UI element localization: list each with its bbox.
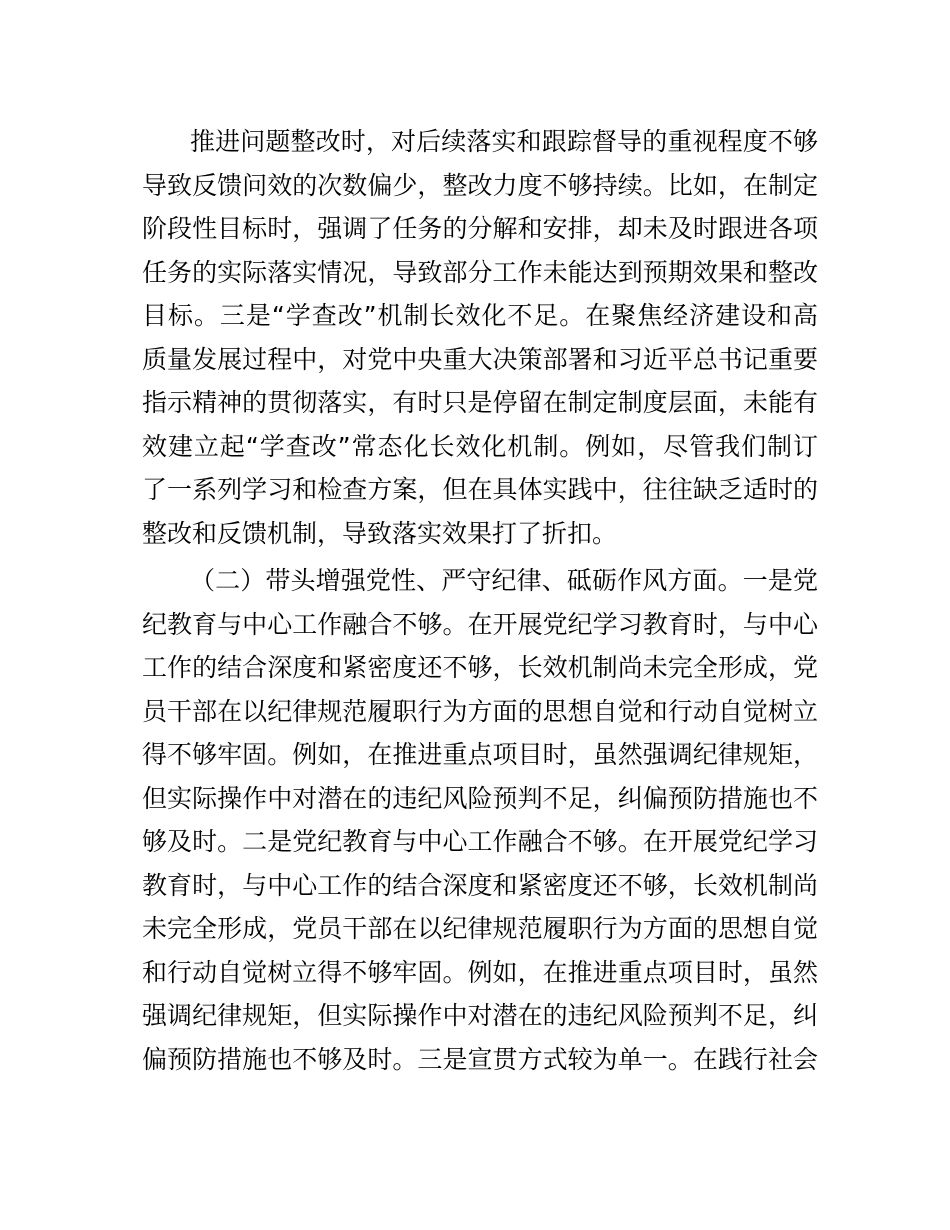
text-line: 目标。三是“学查改”机制长效化不足。在聚焦经济建设和高: [142, 301, 818, 330]
text-line: 强调纪律规矩，但实际操作中对潜在的违纪风险预判不足，纠: [142, 1001, 818, 1030]
text-line: 够及时。二是党纪教育与中心工作融合不够。在开展党纪学习: [142, 827, 818, 856]
text-line: 推进问题整改时，对后续落实和跟踪督导的重视程度不够: [190, 127, 818, 156]
text-line: （二）带头增强党性、严守纪律、砥砺作风方面。一是党: [190, 566, 818, 595]
text-line: 指示精神的贯彻落实，有时只是停留在制定制度层面，未能有: [142, 388, 818, 417]
text-line: 但实际操作中对潜在的违纪风险预判不足，纠偏预防措施也不: [142, 783, 818, 813]
text-line: 效建立起“学查改”常态化长效化机制。例如，尽管我们制订: [142, 431, 818, 461]
text-line: 任务的实际落实情况，导致部分工作未能达到预期效果和整改: [142, 257, 818, 287]
paragraph-discipline: [142, 559, 818, 1081]
text-line: 纪教育与中心工作融合不够。在开展党纪学习教育时，与中心: [142, 609, 818, 639]
text-line: 得不够牢固。例如，在推进重点项目时，虽然强调纪律规矩，: [142, 740, 818, 769]
text-line: 偏预防措施也不够及时。三是宣贯方式较为单一。在践行社会: [142, 1044, 818, 1074]
text-line: 工作的结合深度和紧密度还不够，长效机制尚未完全形成，党: [142, 653, 818, 682]
text-line: 整改和反馈机制，导致落实效果打了折扣。: [142, 518, 618, 548]
text-line: 导致反馈问效的次数偏少，整改力度不够持续。比如，在制定: [142, 170, 818, 200]
text-line: 了一系列学习和检查方案，但在具体实践中，往往缺乏适时的: [142, 475, 818, 504]
text-line: 员干部在以纪律规范履职行为方面的思想自觉和行动自觉树立: [142, 696, 818, 726]
text-line: 教育时，与中心工作的结合深度和紧密度还不够，长效机制尚: [142, 870, 818, 900]
text-line: 阶段性目标时，强调了任务的分解和安排，却未及时跟进各项: [142, 214, 818, 243]
text-line: 未完全形成，党员干部在以纪律规范履职行为方面的思想自觉: [142, 914, 818, 943]
paragraph-rectification: [142, 120, 818, 555]
text-line: 和行动自觉树立得不够牢固。例如，在推进重点项目时，虽然: [142, 957, 818, 987]
text-line: 质量发展过程中，对党中央重大决策部署和习近平总书记重要: [142, 344, 818, 374]
